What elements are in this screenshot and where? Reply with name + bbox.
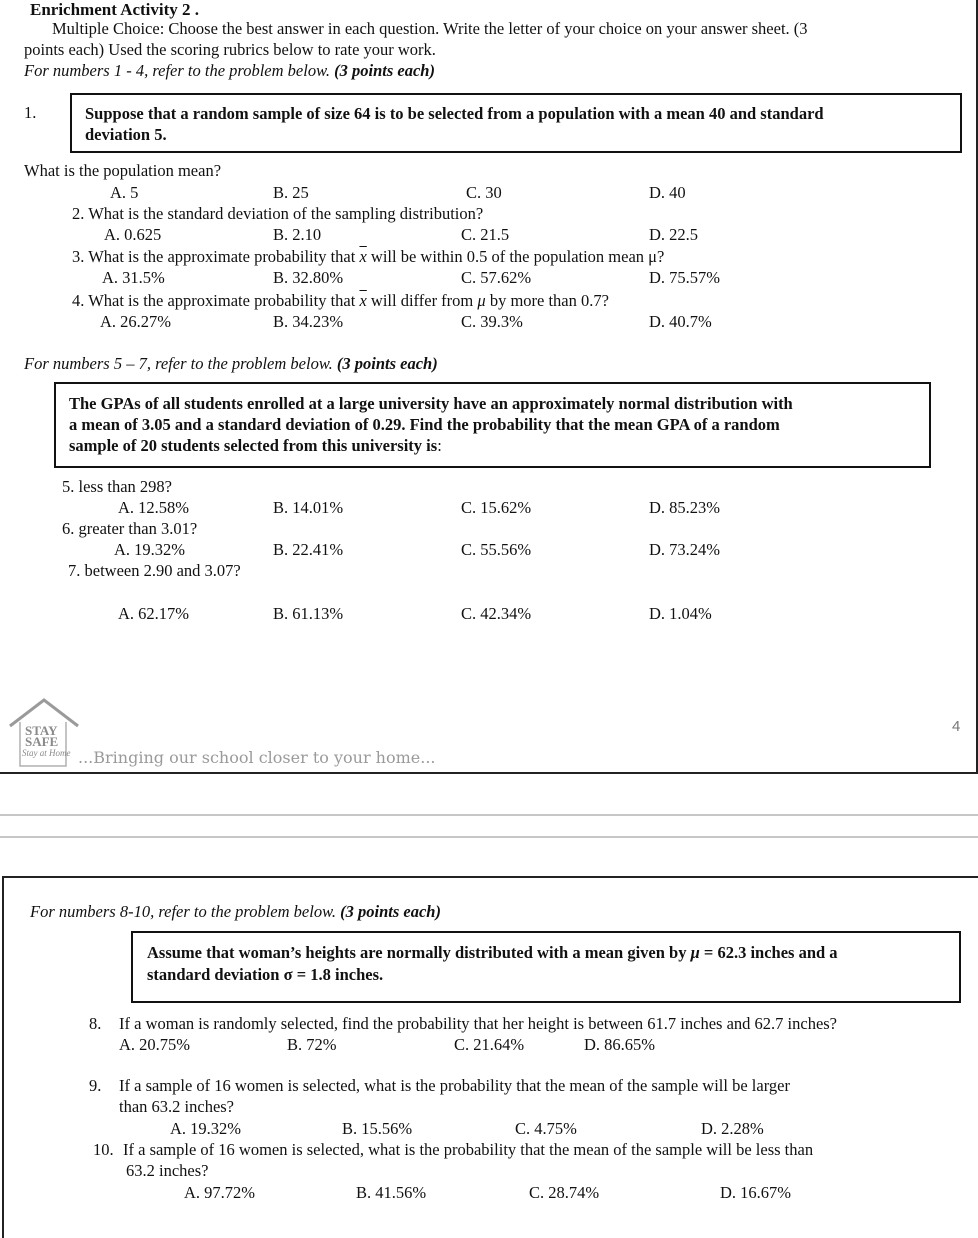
q4-text-mid: will differ from [366,291,478,310]
question-9-number: 9. [89,1076,102,1095]
q10-choice-a: A. 97.72% [184,1183,256,1202]
section1-intro-text: For numbers 1 - 4, refer to the problem below. [24,61,330,80]
section2-intro [24,355,438,374]
q3-xbar-symbol: $\overline{x}$ [359,247,367,266]
logo-stay: STAY [25,723,58,738]
q8-choice-b: B. 72% [287,1035,337,1054]
q7-choice-d: D. 1.04% [649,604,712,623]
q4-choice-d: D. 40.7% [649,312,712,331]
q2-choice-a: A. 0.625 [104,225,162,244]
page-separator-bottom [0,836,978,838]
question-1-text: What is the population mean? [24,161,222,180]
question-8-text: If a woman is randomly selected, find the probability that her height is between 61.7 inches and 62.7 inches? [119,1014,838,1033]
q8-choice-a: A. 20.75% [119,1035,191,1054]
q3-choice-d: D. 75.57% [649,268,721,287]
q9-choice-d: D. 2.28% [701,1119,764,1138]
page-number: 4 [952,718,961,735]
question-10-text-line-2: 63.2 inches? [126,1161,209,1180]
q3-choice-c: C. 57.62% [461,268,532,287]
q10-choice-d: D. 16.67% [720,1183,792,1202]
problem-1-line-1: Suppose that a random sample of size 64 is to be selected from a population with a mean 40 and standard [85,104,824,123]
question-8-number: 8. [89,1014,102,1033]
q1-choice-d: D. 40 [649,183,686,202]
section2-intro-text: For numbers 5 – 7, refer to the problem below. [24,354,333,373]
q9-choice-c: C. 4.75% [515,1119,577,1138]
problem-3-text-b: = 62.3 inches and a [699,943,838,962]
q3-choice-a: A. 31.5% [102,268,165,287]
section1-intro-points: (3 points each) [334,61,435,80]
q4-choice-c: C. 39.3% [461,312,523,331]
q10-choice-c: C. 28.74% [529,1183,600,1202]
q6-choice-a: A. 19.32% [114,540,186,559]
footer-tagline: ...Bringing our school closer to your home... [78,748,436,767]
q7-choice-b: B. 61.13% [273,604,344,623]
instructions-line-1: Multiple Choice: Choose the best answer in each question. Write the letter of your choice on your answer sheet. (3 [52,19,808,38]
q5-choice-b: B. 14.01% [273,498,344,517]
activity-title: Enrichment Activity 2 . [30,0,200,19]
problem-box-2 [54,382,931,468]
q10-choice-b: B. 41.56% [356,1183,427,1202]
problem-box-1 [70,93,962,153]
logo-safe: SAFE [25,734,59,749]
q6-choice-c: C. 55.56% [461,540,532,559]
section1-intro [24,62,435,81]
question-2-text: 2. What is the standard deviation of the sampling distribution? [72,204,484,223]
q9-choice-b: B. 15.56% [342,1119,413,1138]
question-1-number: 1. [24,103,37,122]
question-7-text: 7. between 2.90 and 3.07? [68,561,241,580]
q3-choice-b: B. 32.80% [273,268,344,287]
section2-intro-points: (3 points each) [336,354,438,373]
question-10-text-line-1: If a sample of 16 women is selected, what is the probability that the mean of the sample will be less than [123,1140,814,1159]
problem-3-text-a: Assume that woman’s heights are normally distributed with a mean given by [147,943,691,962]
q4-choice-a: A. 26.27% [100,312,172,331]
q8-choice-c: C. 21.64% [454,1035,525,1054]
q5-choice-c: C. 15.62% [461,498,532,517]
problem-3-line-1 [147,942,838,963]
problem-1-line-2: deviation 5. [85,125,167,144]
q7-choice-c: C. 42.34% [461,604,532,623]
q4-mu-symbol: μ [477,291,486,310]
stay-safe-logo [6,696,82,768]
problem-3-line-2: standard deviation σ = 1.8 inches. [147,965,384,984]
q5-choice-a: A. 12.58% [118,498,190,517]
q1-choice-c: C. 30 [466,183,502,202]
q2-choice-c: C. 21.5 [461,225,510,244]
logo-stay-at-home: Stay at Home [22,748,71,758]
problem-2-line-2: a mean of 3.05 and a standard deviation of 0.29. Find the probability that the mean GPA of a random [69,415,780,434]
q5-choice-d: D. 85.23% [649,498,721,517]
section3-intro-points: (3 points each) [340,902,441,921]
problem-box-3 [131,931,961,1003]
question-10-number: 10. [93,1140,114,1159]
instructions-line-2: points each) Used the scoring rubrics below to rate your work. [24,40,436,59]
q1-choice-a: A. 5 [110,183,139,202]
question-3-text [72,248,664,267]
question-4-text [72,292,609,311]
problem-2-line-3 [69,435,442,456]
q9-choice-a: A. 19.32% [170,1119,242,1138]
q4-text-after: by more than 0.7? [485,291,609,310]
q4-xbar-symbol: $\overline{x}$ [359,291,367,310]
question-9-text-line-1: If a sample of 16 women is selected, what is the probability that the mean of the sample will be larger [119,1076,790,1095]
q4-choice-b: B. 34.23% [273,312,344,331]
q2-choice-b: B. 2.10 [273,225,322,244]
question-6-text: 6. greater than 3.01? [62,519,198,538]
question-5-text: 5. less than 298? [62,477,172,496]
page-separator-top [0,814,978,816]
problem-2-line-1: The GPAs of all students enrolled at a large university have an approximately normal distribution with [69,394,793,413]
q3-text-after: will be within 0.5 of the population mean μ? [366,247,665,266]
section3-intro-text: For numbers 8-10, refer to the problem below. [30,902,336,921]
problem-2-colon: : [437,436,442,455]
q3-text-before: 3. What is the approximate probability that [72,247,360,266]
q2-choice-d: D. 22.5 [649,225,699,244]
q6-choice-d: D. 73.24% [649,540,721,559]
q8-choice-d: D. 86.65% [584,1035,656,1054]
q1-choice-b: B. 25 [273,183,309,202]
q4-text-before: 4. What is the approximate probability that [72,291,360,310]
section3-intro [30,903,441,922]
question-9-text-line-2: than 63.2 inches? [119,1097,235,1116]
problem-3-mu-symbol: μ [690,943,700,962]
q7-choice-a: A. 62.17% [118,604,190,623]
problem-2-line-3-text: sample of 20 students selected from this university is [69,436,438,455]
page-5 [2,876,978,1238]
q6-choice-b: B. 22.41% [273,540,344,559]
